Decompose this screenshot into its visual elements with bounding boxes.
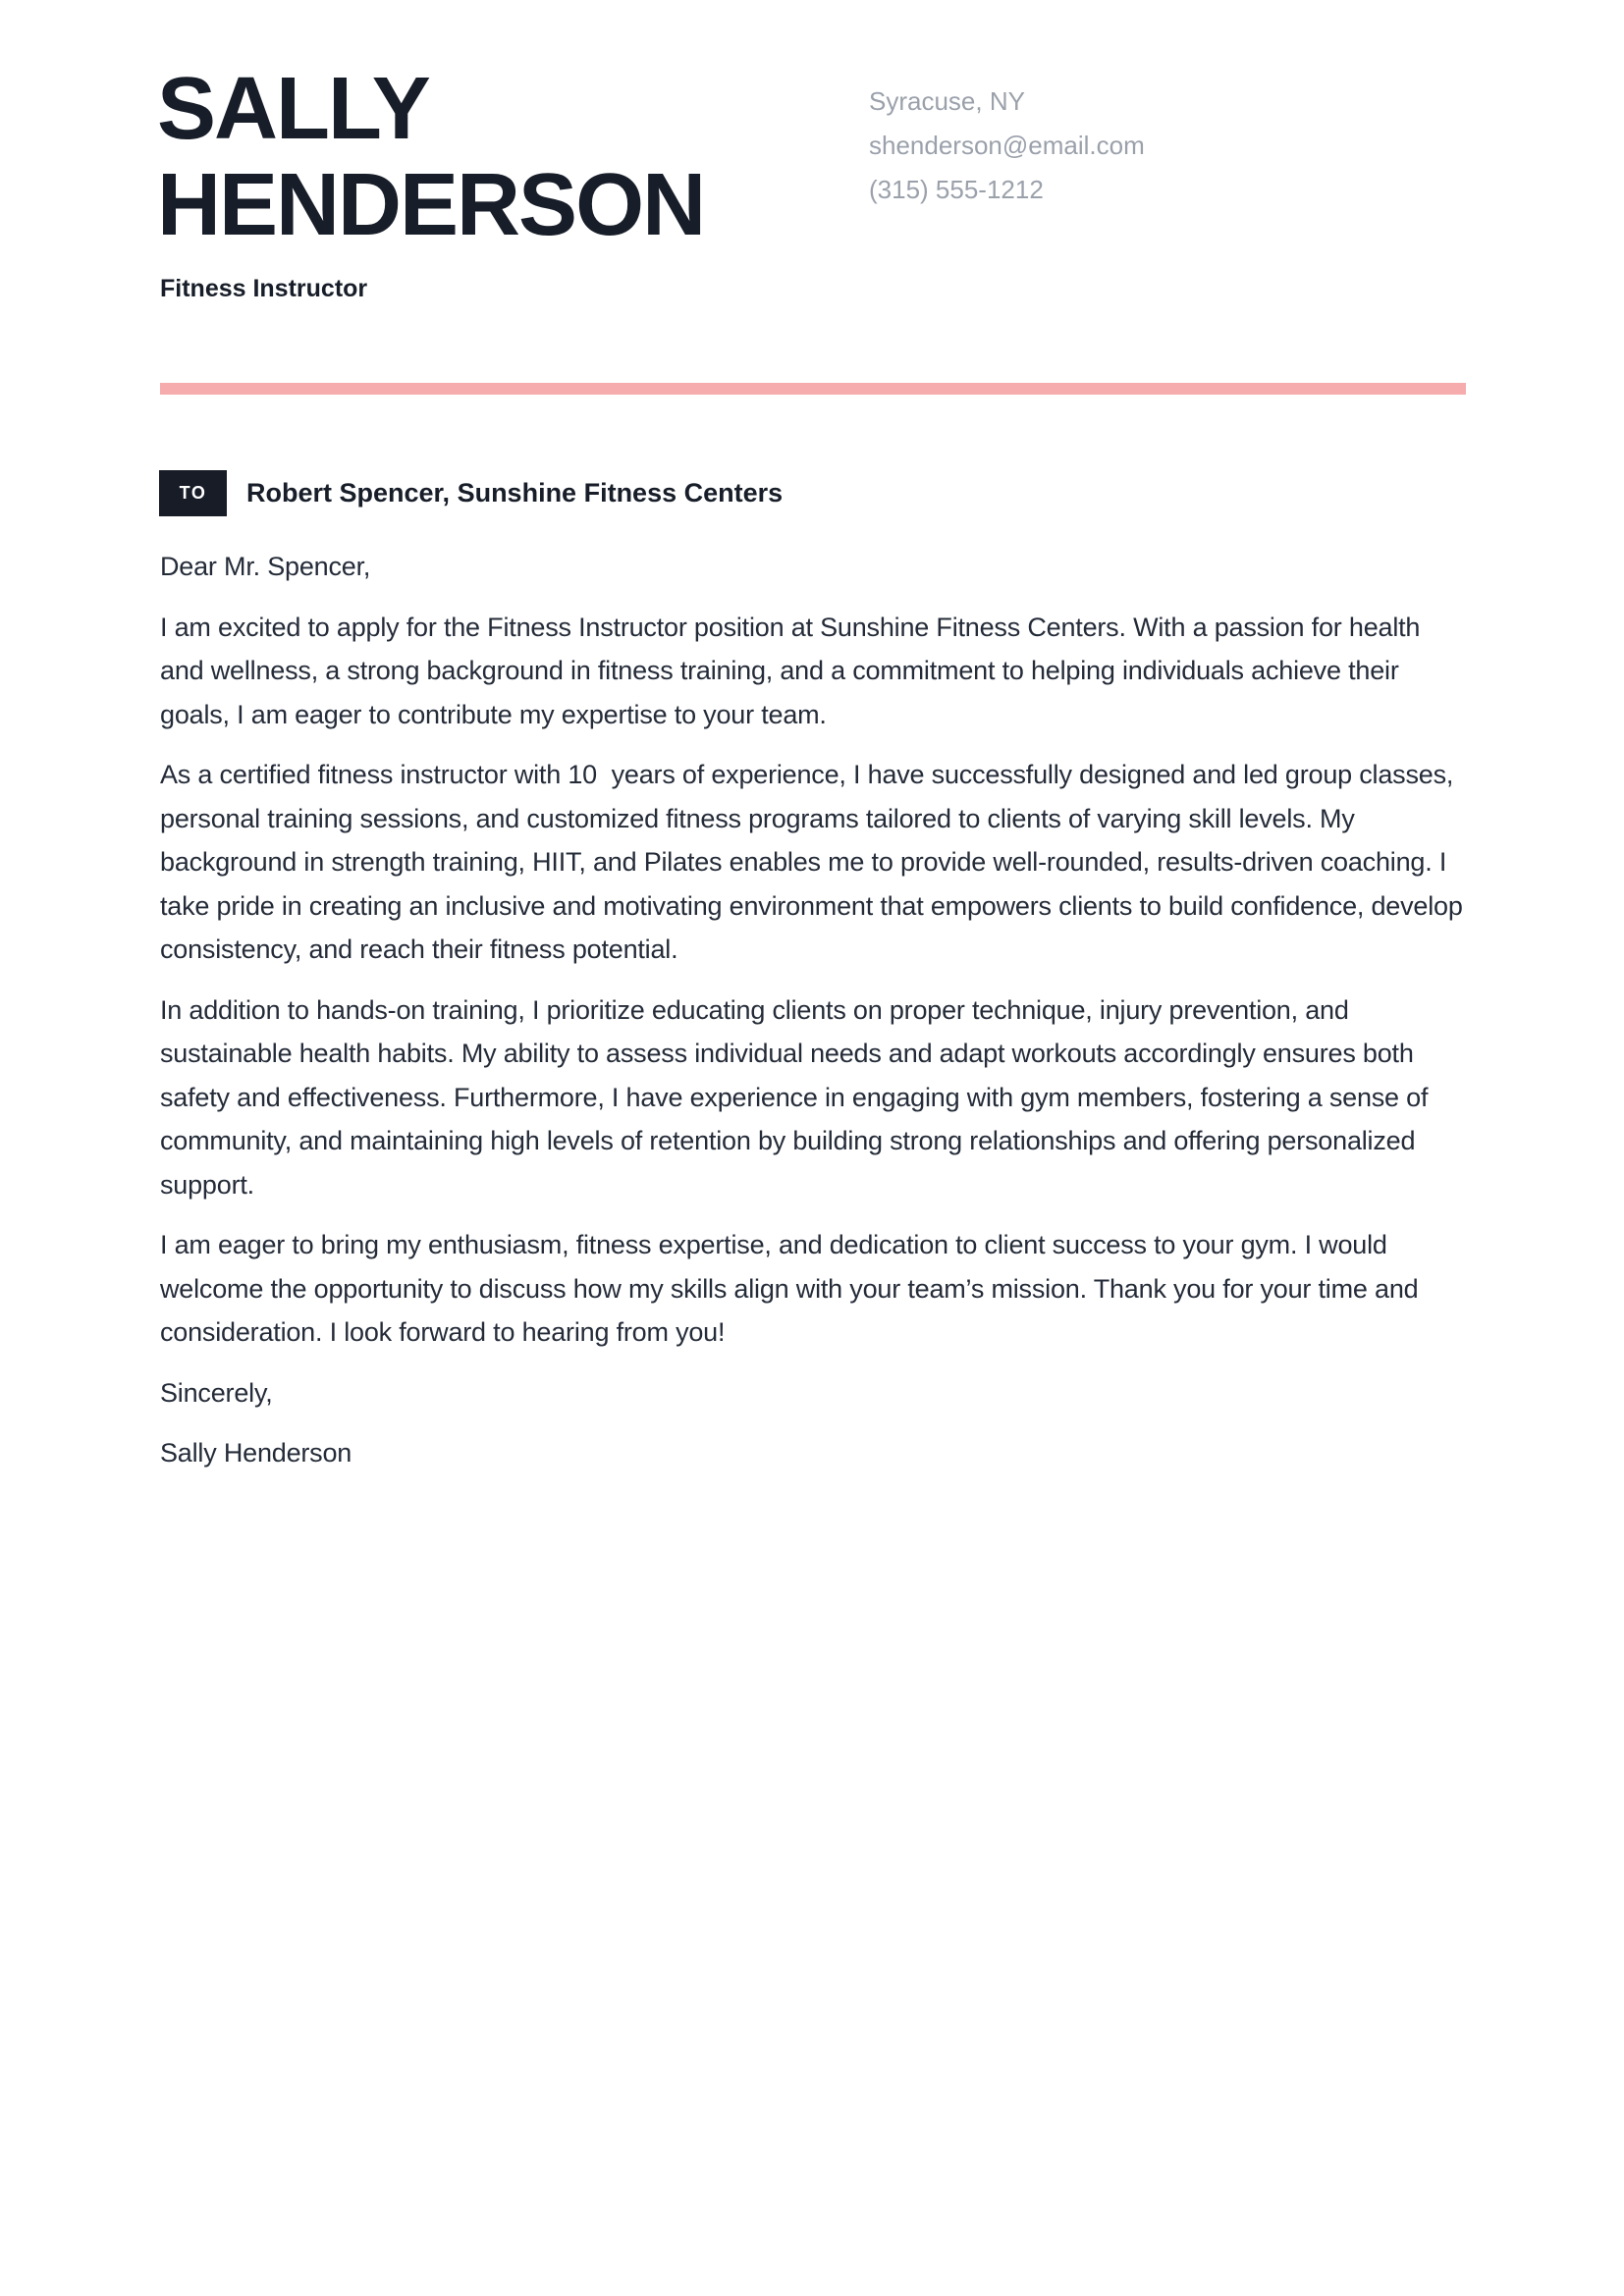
accent-divider bbox=[160, 383, 1466, 395]
contact-phone: (315) 555-1212 bbox=[869, 175, 1044, 204]
signature: Sally Henderson bbox=[160, 1438, 352, 1468]
contact-location: Syracuse, NY bbox=[869, 86, 1025, 116]
contact-info bbox=[869, 80, 1145, 212]
letter-paragraph: In addition to hands-on training, I prioritize educating clients on proper technique, injury prevention, and sustainable health habits. My ability to assess individual needs and adapt workouts accordingly ensures both safety and effectiveness. Furthermore, I have experience in engaging with gym members, fostering a sense of community, and maintaining high levels of retention by building strong relationships and offering personalized support. bbox=[160, 994, 1435, 1200]
recipient-name: Robert Spencer, Sunshine Fitness Centers bbox=[246, 478, 784, 507]
person-name bbox=[157, 61, 704, 253]
person-name-line1: SALLY bbox=[157, 60, 429, 158]
closing: Sincerely, bbox=[160, 1377, 273, 1408]
salutation: Dear Mr. Spencer, bbox=[160, 552, 371, 581]
letter-paragraph: As a certified fitness instructor with 10 years of experience, I have successfully designed and led group classes, personal training sessions, and customized fitness programs tailored to clients of varying skill levels. My background in strength training, HIIT, and Pilates enables me to provide well-rounded, results-driven coaching. I take pride in creating an inclusive and motivating environment that empowers clients to build confidence, develop consistency, and reach their fitness potential. bbox=[160, 760, 1470, 964]
letter-paragraph: I am eager to bring my enthusiasm, fitness expertise, and dedication to client success to your gym. I would welcome the opportunity to discuss how my skills align with your team’s mission. Thank you for your time and consideration. I look forward to hearing from you! bbox=[160, 1230, 1426, 1347]
person-name-line2: HENDERSON bbox=[157, 156, 705, 254]
job-title: Fitness Instructor bbox=[160, 275, 368, 302]
contact-email: shenderson@email.com bbox=[869, 131, 1145, 160]
letter-body bbox=[160, 545, 1468, 1492]
recipient-row bbox=[159, 470, 1467, 516]
letter-paragraph: I am excited to apply for the Fitness Instructor position at Sunshine Fitness Centers. With a passion for health and wellness, a strong background in fitness training, and a commitment to helping individuals achieve their goals, I am eager to contribute my expertise to your team. bbox=[160, 612, 1428, 729]
to-badge: TO bbox=[159, 470, 227, 516]
